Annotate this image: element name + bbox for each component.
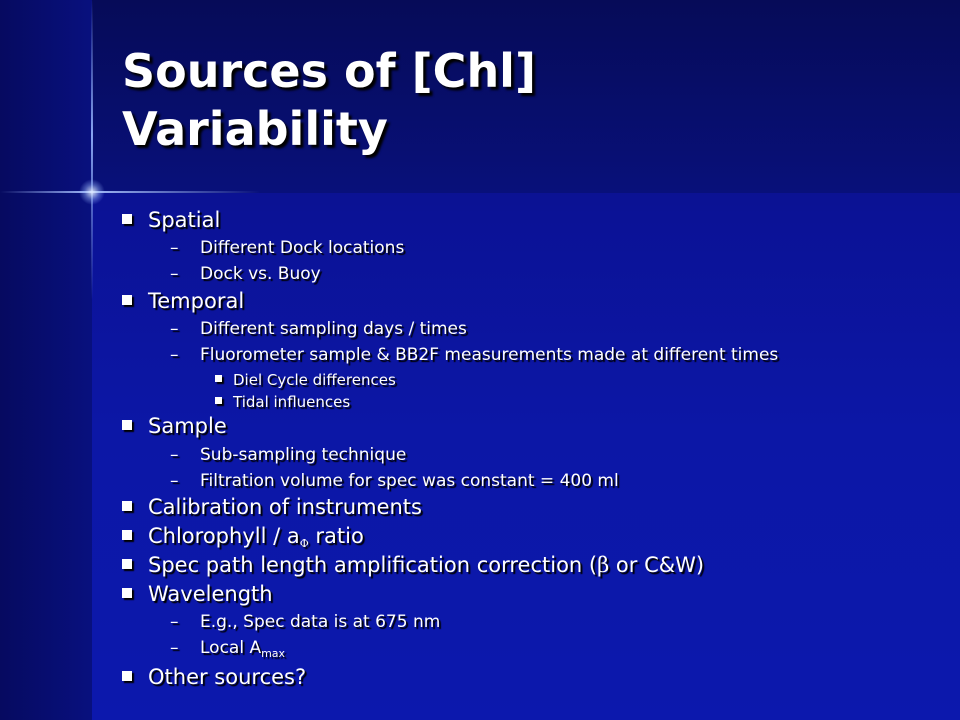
square-bullet-icon xyxy=(122,214,132,224)
square-bullet-icon xyxy=(215,397,222,404)
left-band xyxy=(0,0,92,720)
bullet-text: Local A xyxy=(200,638,262,658)
bullet-text: Calibration of instruments xyxy=(148,495,422,519)
square-bullet-icon xyxy=(122,295,132,305)
bullet-text: Temporal xyxy=(148,289,245,313)
square-bullet-icon xyxy=(122,420,132,430)
dash-icon: – xyxy=(170,471,179,491)
max-subscript: max xyxy=(261,647,286,660)
dash-icon: – xyxy=(170,319,179,339)
bullet-wavelength xyxy=(122,582,273,606)
beta-symbol: β xyxy=(597,553,610,577)
dash-icon: – xyxy=(170,612,179,632)
sub-bullet-local-a xyxy=(170,638,285,658)
sub-bullet-filtration xyxy=(170,471,619,491)
bullet-temporal xyxy=(122,289,244,313)
bullet-text: Spec path length amplification correction ( xyxy=(148,553,598,577)
sub-bullet-dock-locations xyxy=(170,238,404,258)
light-flare xyxy=(79,179,105,205)
sub-sub-bullet-diel xyxy=(215,371,396,389)
bullet-text: Tidal influences xyxy=(233,393,351,411)
sub-bullet-sampling-days xyxy=(170,319,467,339)
square-bullet-icon xyxy=(122,501,132,511)
sub-bullet-fluorometer xyxy=(170,345,778,365)
bullet-chlorophyll-ratio xyxy=(122,524,364,548)
square-bullet-icon xyxy=(215,375,222,382)
bullet-other-sources xyxy=(122,665,306,689)
dash-icon: – xyxy=(170,638,179,658)
sub-bullet-spec-675 xyxy=(170,612,440,632)
bullet-text: Fluorometer sample & BB2F measurements made at different times xyxy=(200,345,779,365)
bullet-text: Other sources? xyxy=(148,665,307,689)
bullet-text: Different Dock locations xyxy=(200,238,405,258)
bullet-spatial xyxy=(122,208,220,232)
title-line-2: Variability xyxy=(122,102,388,156)
vertical-light-line xyxy=(91,0,93,300)
bullet-text: Sample xyxy=(148,414,227,438)
bullet-text: E.g., Spec data is at 675 nm xyxy=(200,612,441,632)
dash-icon: – xyxy=(170,445,179,465)
dash-icon: – xyxy=(170,345,179,365)
bullet-text: Different sampling days / times xyxy=(200,319,467,339)
title-line-1: Sources of [Chl] xyxy=(122,44,536,98)
square-bullet-icon xyxy=(122,559,132,569)
bullet-text: Chlorophyll / a xyxy=(148,524,300,548)
bullet-text-tail: ratio xyxy=(308,524,364,548)
sub-sub-bullet-tidal xyxy=(215,393,350,411)
sub-bullet-dock-vs-buoy xyxy=(170,264,321,284)
bullet-sample xyxy=(122,414,227,438)
square-bullet-icon xyxy=(122,588,132,598)
bullet-text: Filtration volume for spec was constant = 400 ml xyxy=(200,471,619,491)
dash-icon: – xyxy=(170,264,179,284)
square-bullet-icon xyxy=(122,530,132,540)
bullet-text: Dock vs. Buoy xyxy=(200,264,321,284)
bullet-text: Wavelength xyxy=(148,582,273,606)
sub-bullet-subsampling xyxy=(170,445,406,465)
bullet-calibration xyxy=(122,495,422,519)
bullet-text: Sub-sampling technique xyxy=(200,445,407,465)
phi-subscript: Φ xyxy=(299,537,309,550)
slide-title xyxy=(122,42,922,158)
bullet-text: Spatial xyxy=(148,208,221,232)
bullet-spec-path xyxy=(122,553,704,577)
dash-icon: – xyxy=(170,238,179,258)
bullet-text: Diel Cycle differences xyxy=(233,371,396,389)
bullet-text-tail: or C&W) xyxy=(609,553,705,577)
square-bullet-icon xyxy=(122,671,132,681)
horizontal-light-line xyxy=(0,191,260,193)
